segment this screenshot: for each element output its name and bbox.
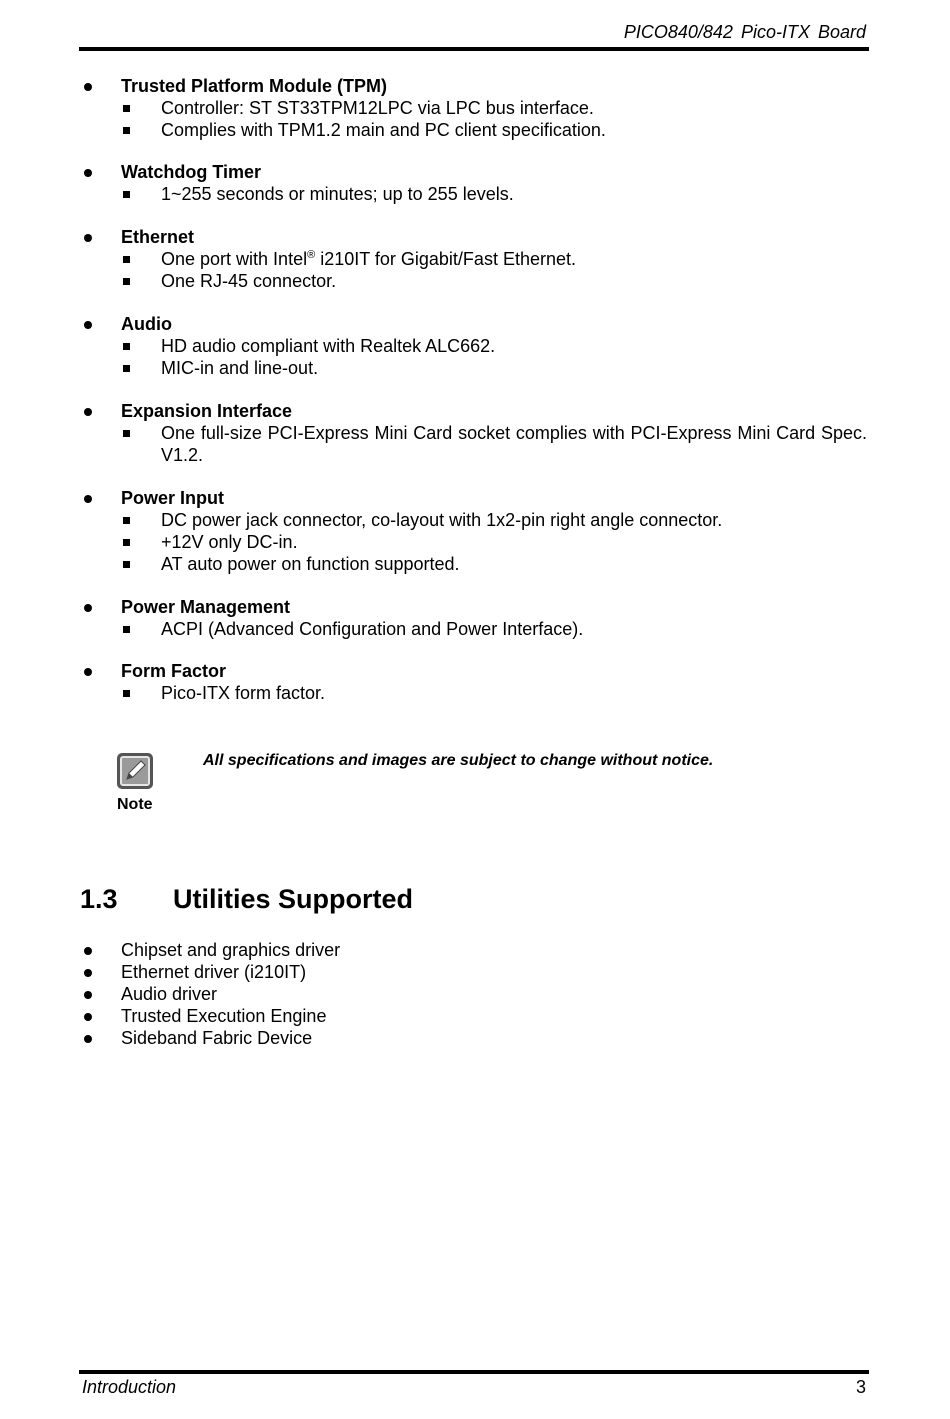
list-item: ACPI (Advanced Configuration and Power Interface). <box>79 618 869 640</box>
utilities-list <box>79 939 679 1049</box>
spec-section-power-input <box>79 487 869 575</box>
list-item: One full-size PCI-Express Mini Card socket complies with PCI-Express Mini Card Spec. V1.2. <box>79 422 869 466</box>
list-item: Chipset and graphics driver <box>79 939 679 961</box>
spec-section-power-management <box>79 596 869 640</box>
footer-rule <box>79 1370 869 1374</box>
list-item: DC power jack connector, co-layout with 1x2-pin right angle connector. <box>79 509 869 531</box>
list-item: One RJ-45 connector. <box>79 270 869 292</box>
section-heading-title: Utilities Supported <box>173 884 414 914</box>
note-label: Note <box>117 796 153 813</box>
footer-chapter: Introduction <box>82 1377 177 1397</box>
spec-section-watchdog <box>79 161 869 205</box>
section-title: Expansion Interface <box>121 401 293 421</box>
section-title: Ethernet <box>121 227 195 247</box>
list-item: Sideband Fabric Device <box>79 1027 679 1049</box>
section-number: 1.3 <box>80 884 118 914</box>
list-item: Controller: ST ST33TPM12LPC via LPC bus interface. <box>79 97 869 119</box>
spec-section-tpm <box>79 75 869 141</box>
list-item: HD audio compliant with Realtek ALC662. <box>79 335 869 357</box>
section-title: Form Factor <box>121 661 227 681</box>
section-title: Trusted Platform Module (TPM) <box>121 76 388 96</box>
list-item: Ethernet driver (i210IT) <box>79 961 679 983</box>
note-pencil-icon <box>116 752 154 790</box>
section-title: Audio <box>121 314 172 334</box>
bullet-dot <box>84 83 92 91</box>
spec-section-audio <box>79 313 869 379</box>
list-item: Trusted Execution Engine <box>79 1005 679 1027</box>
note-text: All specifications and images are subject to change without notice. <box>203 752 714 769</box>
list-item: MIC-in and line-out. <box>79 357 869 379</box>
spec-section-form-factor <box>79 660 869 704</box>
list-item: AT auto power on function supported. <box>79 553 869 575</box>
section-title: Power Input <box>121 488 224 508</box>
section-title: Watchdog Timer <box>121 162 262 182</box>
spec-section-expansion <box>79 400 869 466</box>
header-rule <box>79 47 869 51</box>
list-item: +12V only DC-in. <box>79 531 869 553</box>
list-item: Pico-ITX form factor. <box>79 682 869 704</box>
list-item: 1~255 seconds or minutes; up to 255 levels. <box>79 183 869 205</box>
page-number: 3 <box>855 1377 866 1397</box>
list-item: One port with Intel® i210IT for Gigabit/Fast Ethernet. <box>79 248 869 270</box>
list-item: Audio driver <box>79 983 679 1005</box>
section-title: Power Management <box>121 597 291 617</box>
list-item: Complies with TPM1.2 main and PC client specification. <box>79 119 869 141</box>
spec-section-ethernet <box>79 226 869 292</box>
page-header-title: PICO840/842 Pico-ITX Board <box>623 22 866 42</box>
